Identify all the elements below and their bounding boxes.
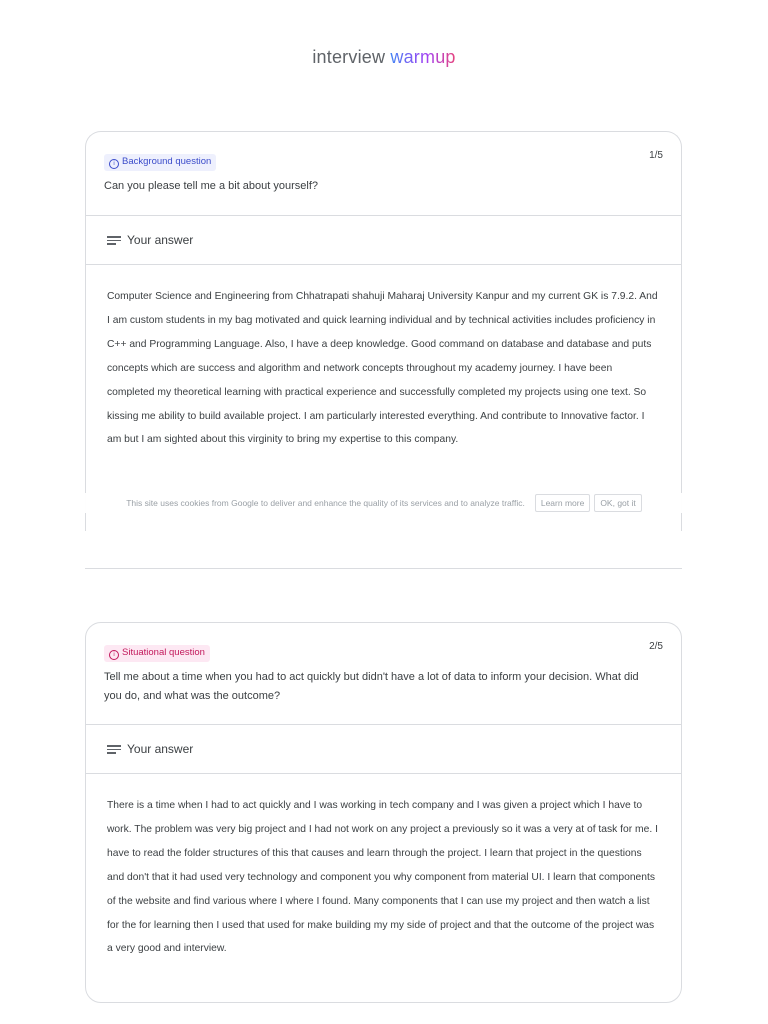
badge-label: Situational question xyxy=(122,647,205,658)
question-header xyxy=(86,623,681,724)
your-answer-label: Your answer xyxy=(127,233,194,247)
cookie-banner xyxy=(0,493,768,513)
section-divider xyxy=(85,568,682,569)
learn-more-button[interactable]: Learn more xyxy=(535,494,590,512)
your-answer-header[interactable] xyxy=(86,725,681,773)
info-icon: i xyxy=(109,159,119,169)
question-type-badge xyxy=(104,645,210,662)
answer-text: Computer Science and Engineering from Chhatrapati shahuji Maharaj University Kanpur and my current GK is 7.9.2. And I am custom students in my bag motivated and quick learning individual and by technical activities includes proficiency in C++ and Programming Language. Also, I have a deep knowledge. Good command on database and database and puts concepts which are success and algorithm and network concepts throughout my academy journey. I have been completed my theoretical learning with practical experience and successfully completed my projects using one text. So kissing me ability to build available project. I am particularly interested everything. And contribute to Innovative factor. I am but I am sighted about this virginity to bring my expertise to this company. xyxy=(107,291,658,446)
question-text: Can you please tell me a bit about yourself? xyxy=(104,180,319,192)
ok-got-it-button[interactable]: OK, got it xyxy=(594,494,641,512)
answer-text: There is a time when I had to act quickly and I was working in tech company and I was given a project which I have to work. The problem was very big project and I had not work on any project a previously so it was a very at of task for me. I have to read the folder structures of this that causes and learn through the project. I learn that project in the questions and don't that it had used very technology and component you why component from material UI. I learn that components of the website and find various where I where I found. Many components that I can use my project and then watch a list for the for learning then I used that used for make building my my side of project and that the outcome of the project was a very good and interview. xyxy=(107,800,658,955)
badge-label: Background question xyxy=(122,156,212,167)
question-type-badge xyxy=(104,154,216,171)
cookie-message: This site uses cookies from Google to deliver and enhance the quality of its services and to analyze traffic. xyxy=(126,498,525,508)
app-logo xyxy=(0,47,768,68)
your-answer-label: Your answer xyxy=(127,742,194,756)
question-card-2 xyxy=(85,622,682,1003)
question-header xyxy=(86,132,681,215)
question-number: 1/5 xyxy=(649,150,663,161)
notes-icon xyxy=(107,744,121,754)
info-icon: i xyxy=(109,650,119,660)
question-card-1 xyxy=(85,131,682,531)
question-number: 2/5 xyxy=(649,641,663,652)
notes-icon xyxy=(107,235,121,245)
logo-text-interview: interview xyxy=(312,47,386,67)
your-answer-header[interactable] xyxy=(86,216,681,264)
question-text: Tell me about a time when you had to act quickly but didn't have a lot of data to inform your decision. What did you do, and what was the outcome? xyxy=(104,671,639,702)
logo-text-warmup: warmup xyxy=(390,47,456,67)
